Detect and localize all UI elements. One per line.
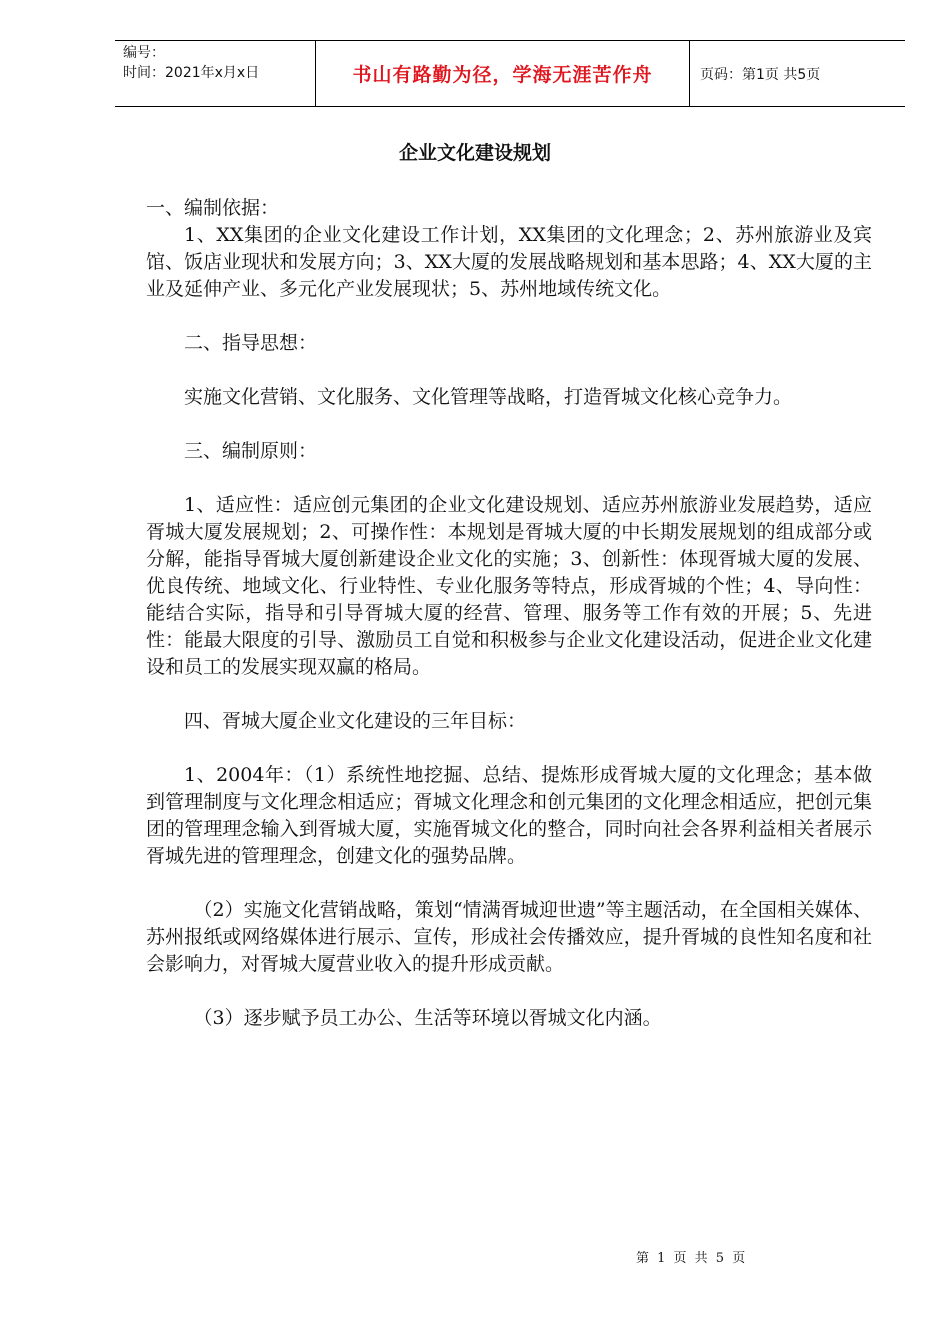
header-meta-cell [115, 41, 316, 106]
serial-number-label: 编号： [123, 45, 165, 61]
section-heading: 二、指导思想： [184, 332, 318, 354]
document-header [115, 40, 905, 107]
time-label: 时间：2021年x月x日 [123, 65, 260, 81]
header-page-cell [690, 41, 905, 106]
header-page-number: 页码：第1页 共5页 [700, 66, 821, 83]
header-slogan-cell [316, 41, 690, 106]
paragraph: 1、XX集团的企业文化建设工作计划，XX集团的文化理念；2、苏州旅游业及宾馆、饭店业现状和发展方向；3、XX大厦的发展战略规划和基本思路；4、XX大厦的主业及延伸产业、多元化产业发展现状；5、苏州地域传统文化。 [146, 224, 872, 300]
section-heading: 四、胥城大厦企业文化建设的三年目标： [184, 710, 527, 732]
document-body [146, 195, 872, 1032]
slogan-text: 书山有路勤为径，学海无涯苦作舟 [352, 64, 653, 86]
paragraph: （2）实施文化营销战略，策划“情满胥城迎世遗”等主题活动，在全国相关媒体、苏州报纸或网络媒体进行展示、宣传，形成社会传播效应，提升胥城的良性知名度和社会影响力，对胥城大厦营业收入的提升形成贡献。 [146, 899, 872, 975]
paragraph: 1、适应性：适应创元集团的企业文化建设规划、适应苏州旅游业发展趋势，适应胥城大厦发展规划；2、可操作性：本规划是胥城大厦的中长期发展规划的组成部分或分解，能指导胥城大厦创新建设企业文化的实施；3、创新性：体现胥城大厦的发展、优良传统、地域文化、行业特性、专业化服务等特点，形成胥城的个性；4、导向性：能结合实际，指导和引导胥城大厦的经营、管理、服务等工作有效的开展；5、先进性：能最大限度的引导、激励员工自觉和积极参与企业文化建设活动，促进企业文化建设和员工的发展实现双赢的格局。 [146, 494, 872, 678]
paragraph: 实施文化营销、文化服务、文化管理等战略，打造胥城文化核心竞争力。 [184, 386, 793, 408]
footer-page-number: 第 1 页 共 5 页 [636, 1251, 746, 1266]
paragraph: 1、2004年：（1）系统性地挖掘、总结、提炼形成胥城大厦的文化理念；基本做到管理制度与文化理念相适应；胥城文化理念和创元集团的文化理念相适应，把创元集团的管理理念输入到胥城大厦，实施胥城文化的整合，同时向社会各界利益相关者展示胥城先进的管理理念，创建文化的强势品牌。 [146, 764, 872, 867]
document-title: 企业文化建设规划 [398, 142, 551, 164]
section-heading: 三、编制原则： [184, 440, 318, 462]
section-heading: 一、编制依据： [146, 197, 280, 219]
paragraph: （3）逐步赋予员工办公、生活等环境以胥城文化内涵。 [193, 1007, 662, 1029]
